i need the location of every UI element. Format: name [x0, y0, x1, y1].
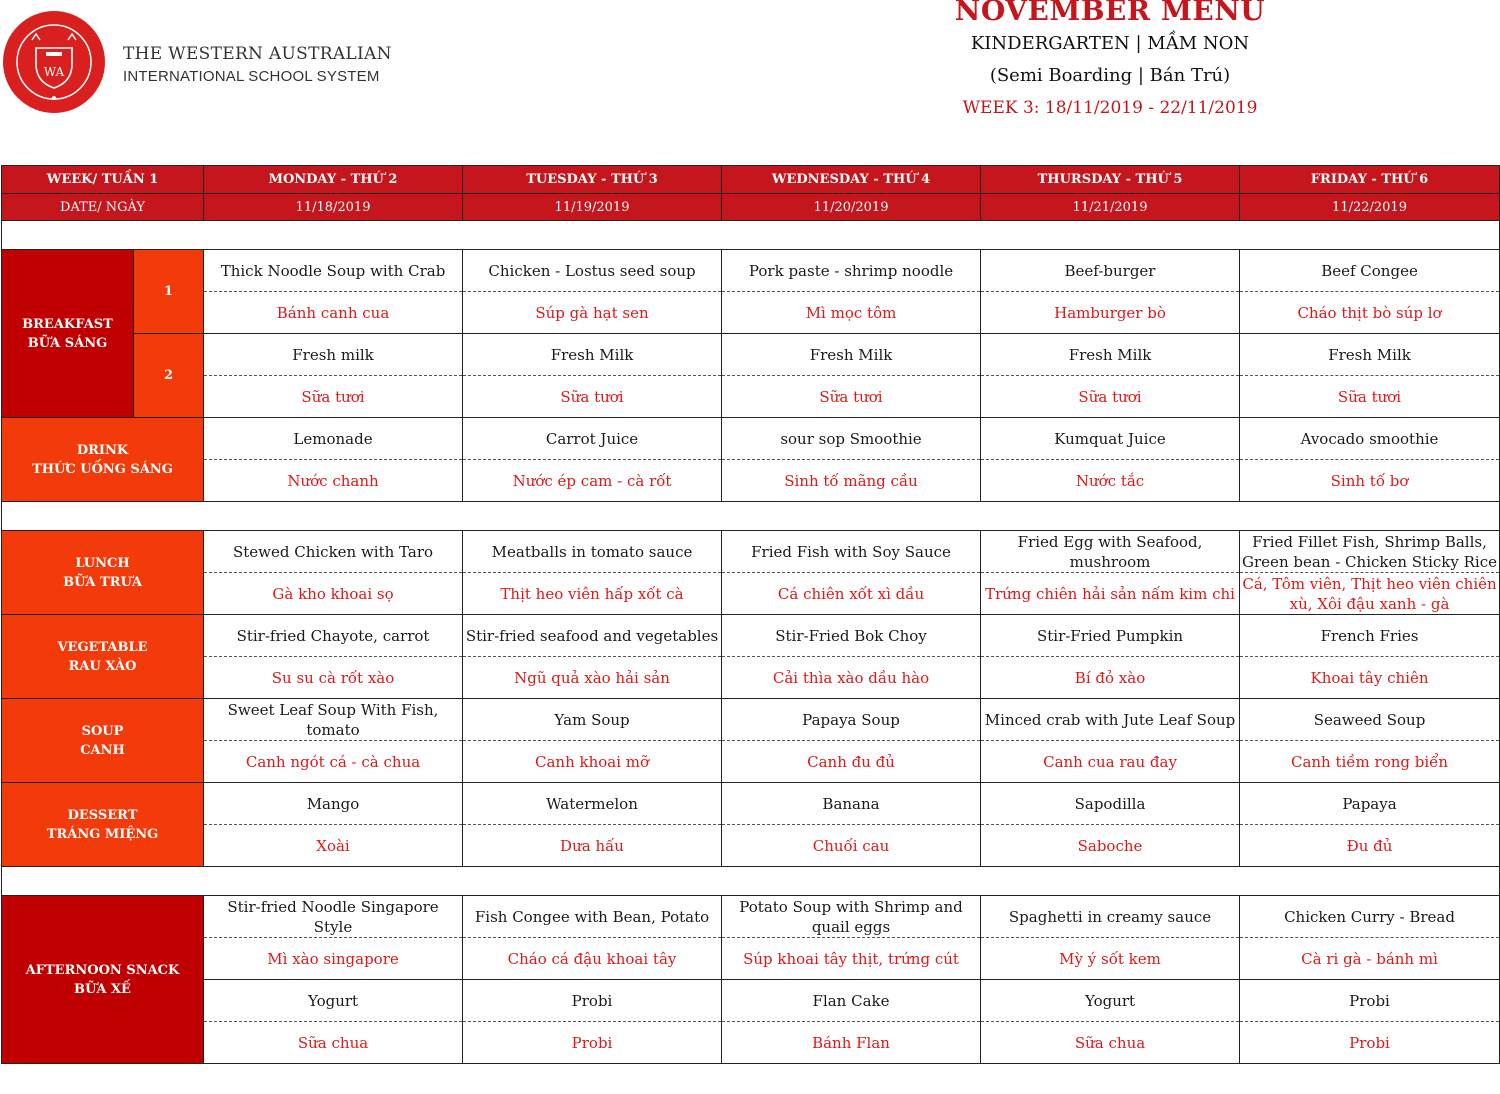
dish-vi: Ngũ quả xào hải sản [463, 657, 722, 699]
dish-en: Fresh Milk [981, 334, 1240, 376]
menu-week: WEEK 3: 18/11/2019 - 22/11/2019 [962, 98, 1258, 118]
day-header-row [2, 166, 1500, 194]
breakfast-row-2-en [2, 334, 1500, 376]
menu-title-block [900, 0, 1320, 118]
dish-en: Yogurt [204, 980, 463, 1022]
spacer-row [2, 221, 1500, 250]
dish-vi: Sữa tươi [463, 376, 722, 418]
dish-vi: Gà kho khoai sọ [204, 573, 463, 615]
dish-vi: Dưa hấu [463, 825, 722, 867]
meal-label-en: BREAKFAST [22, 316, 113, 332]
dish-en: Carrot Juice [463, 418, 722, 460]
breakfast-sub-2: 2 [134, 334, 204, 418]
dish-vi: Sinh tố bơ [1240, 460, 1500, 502]
school-name-line2: INTERNATIONAL SCHOOL SYSTEM [123, 68, 380, 85]
dish-en: Chicken Curry - Bread [1240, 896, 1500, 938]
dish-vi: Cá, Tôm viên, Thịt heo viên chiên xù, Xôi đậu xanh - gà [1240, 573, 1500, 615]
dish-vi: Sữa tươi [981, 376, 1240, 418]
page-header [0, 0, 1500, 165]
meal-label-vi: BỮA TRƯA [63, 574, 142, 590]
dish-en: Stir-fried Noodle Singapore Style [204, 896, 463, 938]
date-cell: 11/22/2019 [1240, 194, 1500, 221]
dish-en: Yogurt [981, 980, 1240, 1022]
dish-vi: Sữa chua [204, 1022, 463, 1064]
lunch-label [2, 531, 204, 615]
meal-label-vi: BỮA SÁNG [27, 335, 108, 351]
date-header-row [2, 194, 1500, 221]
svg-text:WA: WA [43, 65, 65, 79]
dish-en: French Fries [1240, 615, 1500, 657]
drink-label [2, 418, 204, 502]
lunch-row-en [2, 531, 1500, 573]
dish-en: Fresh Milk [463, 334, 722, 376]
dish-vi: Cá chiên xốt xì dầu [722, 573, 981, 615]
dish-en: Pork paste - shrimp noodle [722, 250, 981, 292]
meal-label-en: SOUP [81, 723, 124, 739]
dish-en: Meatballs in tomato sauce [463, 531, 722, 573]
snack-row-2-en [2, 980, 1500, 1022]
breakfast-label [2, 250, 134, 418]
dish-vi: Cải thìa xào dầu hào [722, 657, 981, 699]
dish-en: Spaghetti in creamy sauce [981, 896, 1240, 938]
dish-en: Minced crab with Jute Leaf Soup [981, 699, 1240, 741]
dish-en: Beef Congee [1240, 250, 1500, 292]
school-crest-logo [2, 10, 106, 114]
dish-en: Banana [722, 783, 981, 825]
dish-en: Kumquat Juice [981, 418, 1240, 460]
dessert-label [2, 783, 204, 867]
breakfast-sub-1: 1 [134, 250, 204, 334]
soup-row-en [2, 699, 1500, 741]
dish-en: Mango [204, 783, 463, 825]
dish-en: Stewed Chicken with Taro [204, 531, 463, 573]
dish-vi: Thịt heo viên hấp xốt cà [463, 573, 722, 615]
dish-en: Papaya Soup [722, 699, 981, 741]
date-cell: 11/21/2019 [981, 194, 1240, 221]
date-cell: 11/18/2019 [204, 194, 463, 221]
dish-en: Chicken - Lostus seed soup [463, 250, 722, 292]
dish-en: Stir-fried Chayote, carrot [204, 615, 463, 657]
dish-en: Watermelon [463, 783, 722, 825]
dish-vi: Canh đu đủ [722, 741, 981, 783]
dish-en: Flan Cake [722, 980, 981, 1022]
dish-vi: Trứng chiên hải sản nấm kim chi [981, 573, 1240, 615]
day-header: TUESDAY - THỨ 3 [463, 166, 722, 194]
dish-vi: Cà ri gà - bánh mì [1240, 938, 1500, 980]
dish-vi: Canh cua rau đay [981, 741, 1240, 783]
vegetable-row-vi [2, 657, 1500, 699]
meal-label-vi: THỨC UỐNG SÁNG [32, 461, 173, 477]
meal-label-vi: BỮA XẾ [74, 981, 131, 997]
day-header: THURSDAY - THỨ 5 [981, 166, 1240, 194]
vegetable-row-en [2, 615, 1500, 657]
meal-label-en: DESSERT [67, 807, 138, 823]
dessert-row-en [2, 783, 1500, 825]
dish-en: Probi [463, 980, 722, 1022]
dish-vi: Sữa tươi [1240, 376, 1500, 418]
dish-en: Beef-burger [981, 250, 1240, 292]
school-name [123, 44, 392, 85]
dish-vi: Canh ngót cá - cà chua [204, 741, 463, 783]
day-header: MONDAY - THỨ 2 [204, 166, 463, 194]
snack-label [2, 896, 204, 1064]
meal-label-en: VEGETABLE [57, 639, 148, 655]
dish-en: Fried Egg with Seafood, mushroom [981, 531, 1240, 573]
dish-vi: Nước chanh [204, 460, 463, 502]
dish-vi: Hamburger bò [981, 292, 1240, 334]
dish-en: Stir-Fried Pumpkin [981, 615, 1240, 657]
school-name-line1: THE WESTERN AUSTRALIAN [123, 44, 392, 64]
vegetable-label [2, 615, 204, 699]
dish-en: Thick Noodle Soup with Crab [204, 250, 463, 292]
meal-label-en: LUNCH [75, 555, 130, 571]
date-label: DATE/ NGÀY [2, 194, 204, 221]
day-header: WEDNESDAY - THỨ 4 [722, 166, 981, 194]
meal-label-vi: TRÁNG MIỆNG [46, 826, 159, 842]
dish-vi: Sữa chua [981, 1022, 1240, 1064]
dish-vi: Saboche [981, 825, 1240, 867]
date-cell: 11/19/2019 [463, 194, 722, 221]
menu-table [1, 165, 1500, 1064]
breakfast-row-1-vi [2, 292, 1500, 334]
drink-row-en [2, 418, 1500, 460]
dish-vi: Bí đỏ xào [981, 657, 1240, 699]
dish-vi: Súp gà hạt sen [463, 292, 722, 334]
dish-vi: Khoai tây chiên [1240, 657, 1500, 699]
dish-en: Avocado smoothie [1240, 418, 1500, 460]
dish-en: Seaweed Soup [1240, 699, 1500, 741]
meal-label-en: AFTERNOON SNACK [25, 962, 180, 978]
date-cell: 11/20/2019 [722, 194, 981, 221]
spacer-row [2, 867, 1500, 896]
dish-vi: Su su cà rốt xào [204, 657, 463, 699]
dish-vi: Sữa tươi [204, 376, 463, 418]
meal-label-vi: CANH [80, 742, 125, 758]
dessert-row-vi [2, 825, 1500, 867]
dish-en: Papaya [1240, 783, 1500, 825]
day-header: FRIDAY - THỨ 6 [1240, 166, 1500, 194]
dish-en: sour sop Smoothie [722, 418, 981, 460]
dish-vi: Bánh Flan [722, 1022, 981, 1064]
soup-row-vi [2, 741, 1500, 783]
dish-en: Fried Fillet Fish, Shrimp Balls, Green bean - Chicken Sticky Rice [1240, 531, 1500, 573]
dish-en: Probi [1240, 980, 1500, 1022]
dish-vi: Chuối cau [722, 825, 981, 867]
dish-vi: Sinh tố mãng cầu [722, 460, 981, 502]
dish-en: Sapodilla [981, 783, 1240, 825]
dish-en: Fried Fish with Soy Sauce [722, 531, 981, 573]
dish-en: Fresh Milk [1240, 334, 1500, 376]
meal-label-vi: RAU XÀO [68, 658, 137, 674]
menu-title: NOVEMBER MENU [954, 0, 1266, 27]
menu-type: (Semi Boarding | Bán Trú) [989, 65, 1231, 86]
dish-vi: Nước tắc [981, 460, 1240, 502]
snack-row-2-vi [2, 1022, 1500, 1064]
snack-row-1-vi [2, 938, 1500, 980]
dish-vi: Súp khoai tây thịt, trứng cút [722, 938, 981, 980]
dish-en: Yam Soup [463, 699, 722, 741]
dish-vi: Cháo thịt bò súp lơ [1240, 292, 1500, 334]
dish-vi: Canh khoai mỡ [463, 741, 722, 783]
dish-vi: Canh tiềm rong biển [1240, 741, 1500, 783]
breakfast-row-1-en [2, 250, 1500, 292]
dish-vi: Mì xào singapore [204, 938, 463, 980]
dish-vi: Probi [1240, 1022, 1500, 1064]
dish-en: Sweet Leaf Soup With Fish, tomato [204, 699, 463, 741]
dish-vi: Cháo cá đậu khoai tây [463, 938, 722, 980]
dish-en: Lemonade [204, 418, 463, 460]
dish-vi: Nước ép cam - cà rốt [463, 460, 722, 502]
soup-label [2, 699, 204, 783]
menu-level: KINDERGARTEN | MẦM NON [970, 33, 1250, 54]
dish-en: Stir-fried seafood and vegetables [463, 615, 722, 657]
snack-row-1-en [2, 896, 1500, 938]
dish-en: Fresh Milk [722, 334, 981, 376]
dish-en: Fish Congee with Bean, Potato [463, 896, 722, 938]
dish-en: Fresh milk [204, 334, 463, 376]
lunch-row-vi [2, 573, 1500, 615]
breakfast-row-2-vi [2, 376, 1500, 418]
week-label: WEEK/ TUẦN 1 [2, 166, 204, 194]
dish-en: Potato Soup with Shrimp and quail eggs [722, 896, 981, 938]
dish-vi: Đu đủ [1240, 825, 1500, 867]
dish-vi: Probi [463, 1022, 722, 1064]
meal-label-en: DRINK [76, 442, 129, 458]
dish-vi: Bánh canh cua [204, 292, 463, 334]
dish-en: Stir-Fried Bok Choy [722, 615, 981, 657]
dish-vi: Xoài [204, 825, 463, 867]
dish-vi: Mì mọc tôm [722, 292, 981, 334]
drink-row-vi [2, 460, 1500, 502]
dish-vi: Mỳ ý sốt kem [981, 938, 1240, 980]
spacer-row [2, 502, 1500, 531]
dish-vi: Sữa tươi [722, 376, 981, 418]
